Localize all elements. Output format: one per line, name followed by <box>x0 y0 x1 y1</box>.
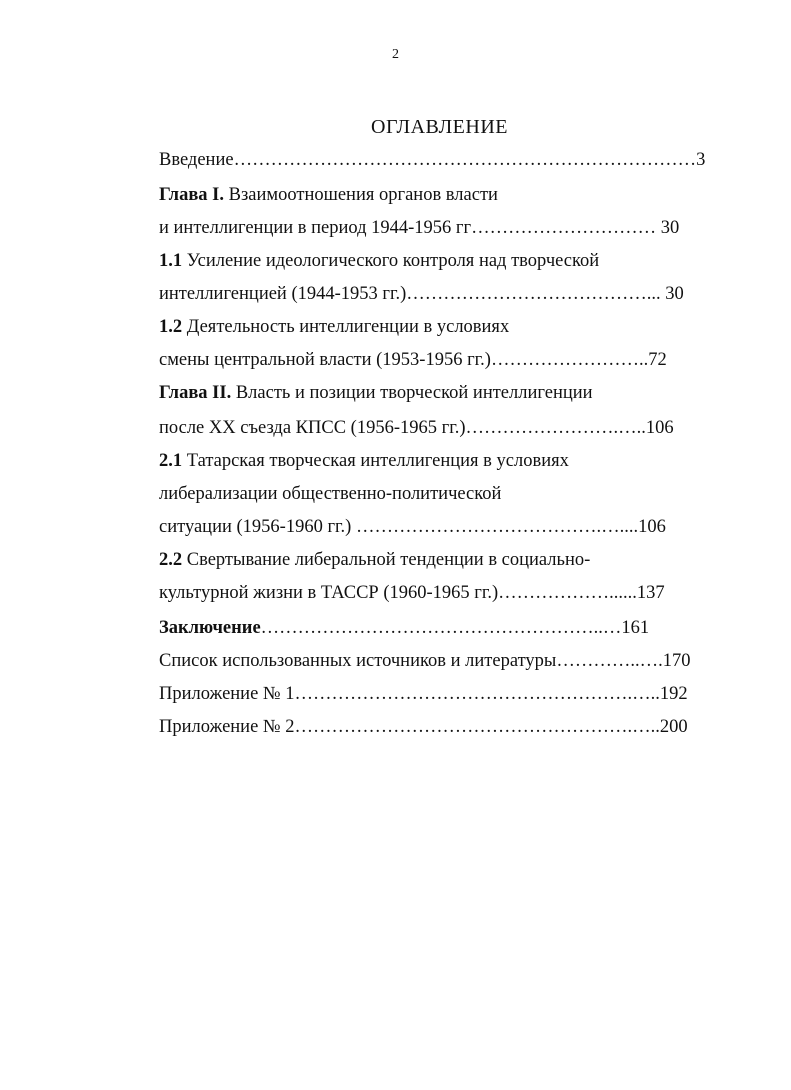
toc-section-number: 1.1 <box>159 251 183 271</box>
toc-leader: …………………….….. <box>465 418 646 438</box>
toc-entry-section-1-1-line-1[interactable] <box>159 249 599 273</box>
toc-leader: …………..…. <box>556 651 663 671</box>
page-title: ОГЛАВЛЕНИЕ <box>371 116 508 138</box>
toc-chapter-label: Глава II. <box>159 383 232 403</box>
toc-entry-appendix-2[interactable] <box>159 715 688 739</box>
toc-leader: ………………………………………………..… <box>260 618 622 638</box>
toc-entry-section-2-1-line-1[interactable] <box>159 449 569 473</box>
toc-entry-section-2-2-line-1[interactable] <box>159 548 590 572</box>
toc-leader: ………………………………………………………………… <box>233 150 697 170</box>
toc-label: Введение <box>159 150 234 170</box>
toc-page: 161 <box>621 618 650 638</box>
toc-leader: ………………...... <box>498 583 637 603</box>
toc-section-number: 2.2 <box>159 550 183 570</box>
toc-entry-appendix-1[interactable] <box>159 682 688 706</box>
toc-leader: …………………………………... <box>406 284 666 304</box>
toc-title: Татарская творческая интеллигенция в условиях <box>182 451 569 471</box>
toc-entry-chapter-1-line-2[interactable] <box>159 216 679 240</box>
toc-title: Приложение № 2 <box>159 717 295 737</box>
toc-page: 3 <box>696 150 706 170</box>
toc-title: Власть и позиции творческой интеллигенции <box>231 383 593 403</box>
toc-page: 137 <box>636 583 665 603</box>
toc-entry-chapter-2-line-2[interactable] <box>159 416 674 440</box>
toc-entry-section-1-1-line-2[interactable] <box>159 282 684 306</box>
toc-section-number: 1.2 <box>159 317 183 337</box>
toc-page: 170 <box>662 651 691 671</box>
toc-leader: ……………………………………………….….. <box>294 717 660 737</box>
toc-page: 106 <box>645 418 674 438</box>
toc-entry-section-1-2-line-2[interactable] <box>159 348 667 372</box>
toc-entry-section-1-2-line-1[interactable] <box>159 315 509 339</box>
toc-entry-sources[interactable] <box>159 649 690 673</box>
toc-title: и интеллигенции в период 1944-1956 гг <box>159 218 472 238</box>
toc-title: после XX съезда КПСС (1956-1965 гг.) <box>159 418 466 438</box>
toc-leader: ………………………… <box>471 218 661 238</box>
toc-title: Свертывание либеральной тенденции в социально- <box>182 550 591 570</box>
toc-page: 192 <box>659 684 688 704</box>
toc-page: 30 <box>660 218 680 238</box>
toc-title: Усиление идеологического контроля над творческой <box>182 251 600 271</box>
toc-entry-section-2-1-line-2[interactable] <box>159 482 501 506</box>
toc-page: 200 <box>659 717 688 737</box>
toc-title: Деятельность интеллигенции в условиях <box>182 317 510 337</box>
toc-page: 106 <box>638 517 666 537</box>
toc-entry-section-2-1-line-3[interactable] <box>159 515 666 539</box>
toc-title: смены центральной власти (1953-1956 гг.) <box>159 350 491 370</box>
toc-title: интеллигенцией (1944-1953 гг.) <box>159 284 407 304</box>
toc-title: ситуации (1956-1960 гг.) <box>159 517 352 537</box>
toc-title: Взаимоотношения органов власти <box>224 185 498 205</box>
toc-leader: ……………………………………………….….. <box>294 684 660 704</box>
toc-title: Приложение № 1 <box>159 684 295 704</box>
page-number: 2 <box>392 47 399 62</box>
toc-title: культурной жизни в ТАССР (1960-1965 гг.) <box>159 583 499 603</box>
toc-section-number: 2.1 <box>159 451 183 471</box>
toc-chapter-label: Глава I. <box>159 185 225 205</box>
toc-title: Список использованных источников и литературы <box>159 651 557 671</box>
toc-entry-conclusion[interactable] <box>159 616 649 640</box>
toc-leader: …………………….. <box>490 350 649 370</box>
toc-entry-section-2-2-line-2[interactable] <box>159 581 665 605</box>
toc-page: 30 <box>665 284 684 304</box>
toc-label: Заключение <box>159 618 261 638</box>
toc-leader: ………………………………….….... <box>351 517 639 537</box>
toc-entry-chapter-2-line-1[interactable] <box>159 381 593 405</box>
toc-entry-introduction[interactable] <box>159 148 705 172</box>
toc-title: либерализации общественно-политической <box>159 484 502 504</box>
toc-entry-chapter-1-line-1[interactable] <box>159 183 498 207</box>
toc-page: 72 <box>648 350 667 370</box>
